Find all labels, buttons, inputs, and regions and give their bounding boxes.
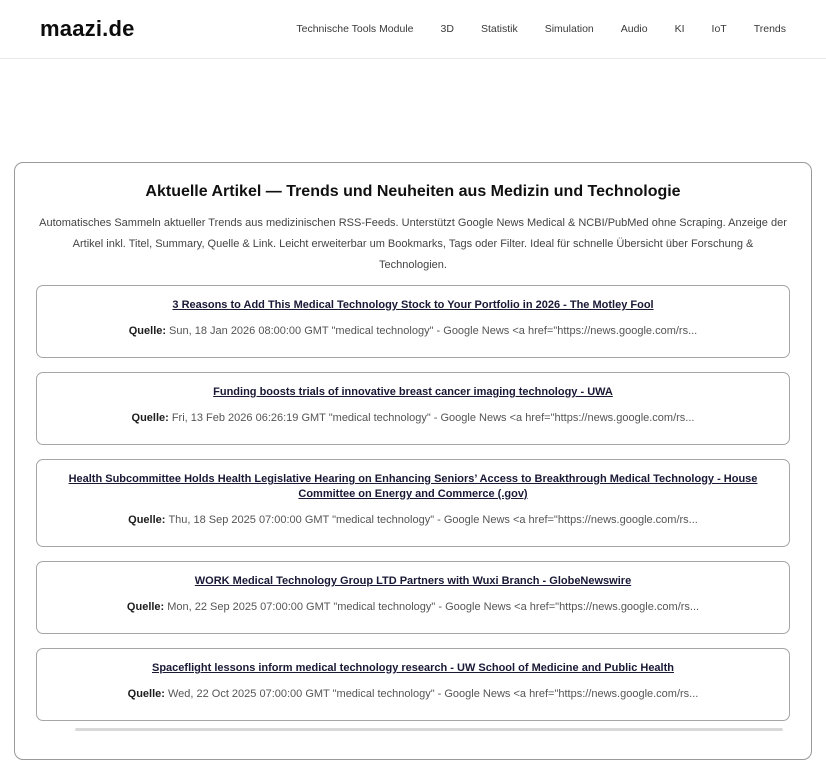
site-header — [0, 0, 826, 59]
article-source-line — [53, 687, 773, 702]
article-title-link[interactable]: WORK Medical Technology Group LTD Partners with Wuxi Branch - GlobeNewswire — [194, 575, 632, 587]
article-card — [36, 648, 790, 721]
article-card — [36, 372, 790, 445]
article-title-link[interactable]: Health Subcommittee Holds Health Legislative Hearing on Enhancing Seniors’ Access to Breakthrough Medical Technology - House Committee on Energy and Commerce (.gov) — [68, 473, 758, 500]
article-title-link[interactable]: Spaceflight lessons inform medical technology research - UW School of Medicine and Public Health — [152, 662, 674, 674]
source-text: Fri, 13 Feb 2026 06:26:19 GMT "medical technology" - Google News <a href="https://news.google.com/rs... — [171, 412, 695, 424]
nav-item-3d[interactable]: 3D — [440, 23, 454, 35]
source-label: Quelle: — [131, 412, 169, 424]
source-label: Quelle: — [128, 325, 167, 337]
article-source-line — [53, 411, 773, 426]
article-card — [36, 459, 790, 547]
source-text: Sun, 18 Jan 2026 08:00:00 GMT "medical technology" - Google News <a href="https://news.google.com/rs... — [169, 325, 698, 337]
nav-item-simulation[interactable]: Simulation — [544, 23, 594, 35]
source-label: Quelle: — [127, 688, 165, 700]
article-card — [36, 285, 790, 358]
site-logo[interactable]: maazi.de — [40, 16, 135, 41]
nav-item-statistik[interactable]: Statistik — [480, 23, 518, 35]
source-label: Quelle: — [128, 514, 166, 526]
nav-item-technische-tools-module[interactable]: Technische Tools Module — [296, 23, 414, 35]
nav-item-ki[interactable]: KI — [674, 23, 685, 35]
source-text: Wed, 22 Oct 2025 07:00:00 GMT "medical technology" - Google News <a href="https://news.google.com/rs... — [167, 688, 699, 700]
article-source-line — [53, 324, 773, 339]
nav-item-trends[interactable]: Trends — [753, 23, 786, 35]
main-nav — [296, 23, 786, 35]
article-card — [36, 561, 790, 634]
nav-item-audio[interactable]: Audio — [620, 23, 648, 35]
article-list — [36, 285, 790, 721]
source-text: Mon, 22 Sep 2025 07:00:00 GMT "medical technology" - Google News <a href="https://news.google.com/rs... — [167, 601, 700, 613]
nav-item-iot[interactable]: IoT — [711, 23, 727, 35]
article-source-line — [53, 600, 773, 615]
source-label: Quelle: — [126, 601, 165, 613]
article-source-line — [53, 513, 773, 528]
article-title-link[interactable]: 3 Reasons to Add This Medical Technology Stock to Your Portfolio in 2026 - The Motley Fool — [172, 299, 654, 311]
articles-panel — [14, 162, 812, 760]
article-title-link[interactable]: Funding boosts trials of innovative breast cancer imaging technology - UWA — [213, 386, 613, 398]
source-text: Thu, 18 Sep 2025 07:00:00 GMT "medical technology" - Google News <a href="https://news.google.com/rs... — [168, 514, 698, 526]
panel-description: Automatisches Sammeln aktueller Trends aus medizinischen RSS-Feeds. Unterstützt Google News Medical & NCBI/PubMed ohne Scraping. Anzeige der Artikel inkl. Titel, Summary, Quelle & Link. Leicht erweiterbar um Bookmarks, Tags oder Filter. Ideal für schnelle Übersicht über Forschung & Technologien. — [39, 217, 787, 271]
panel-title: Aktuelle Artikel — Trends und Neuheiten aus Medizin und Technologie — [145, 183, 681, 200]
